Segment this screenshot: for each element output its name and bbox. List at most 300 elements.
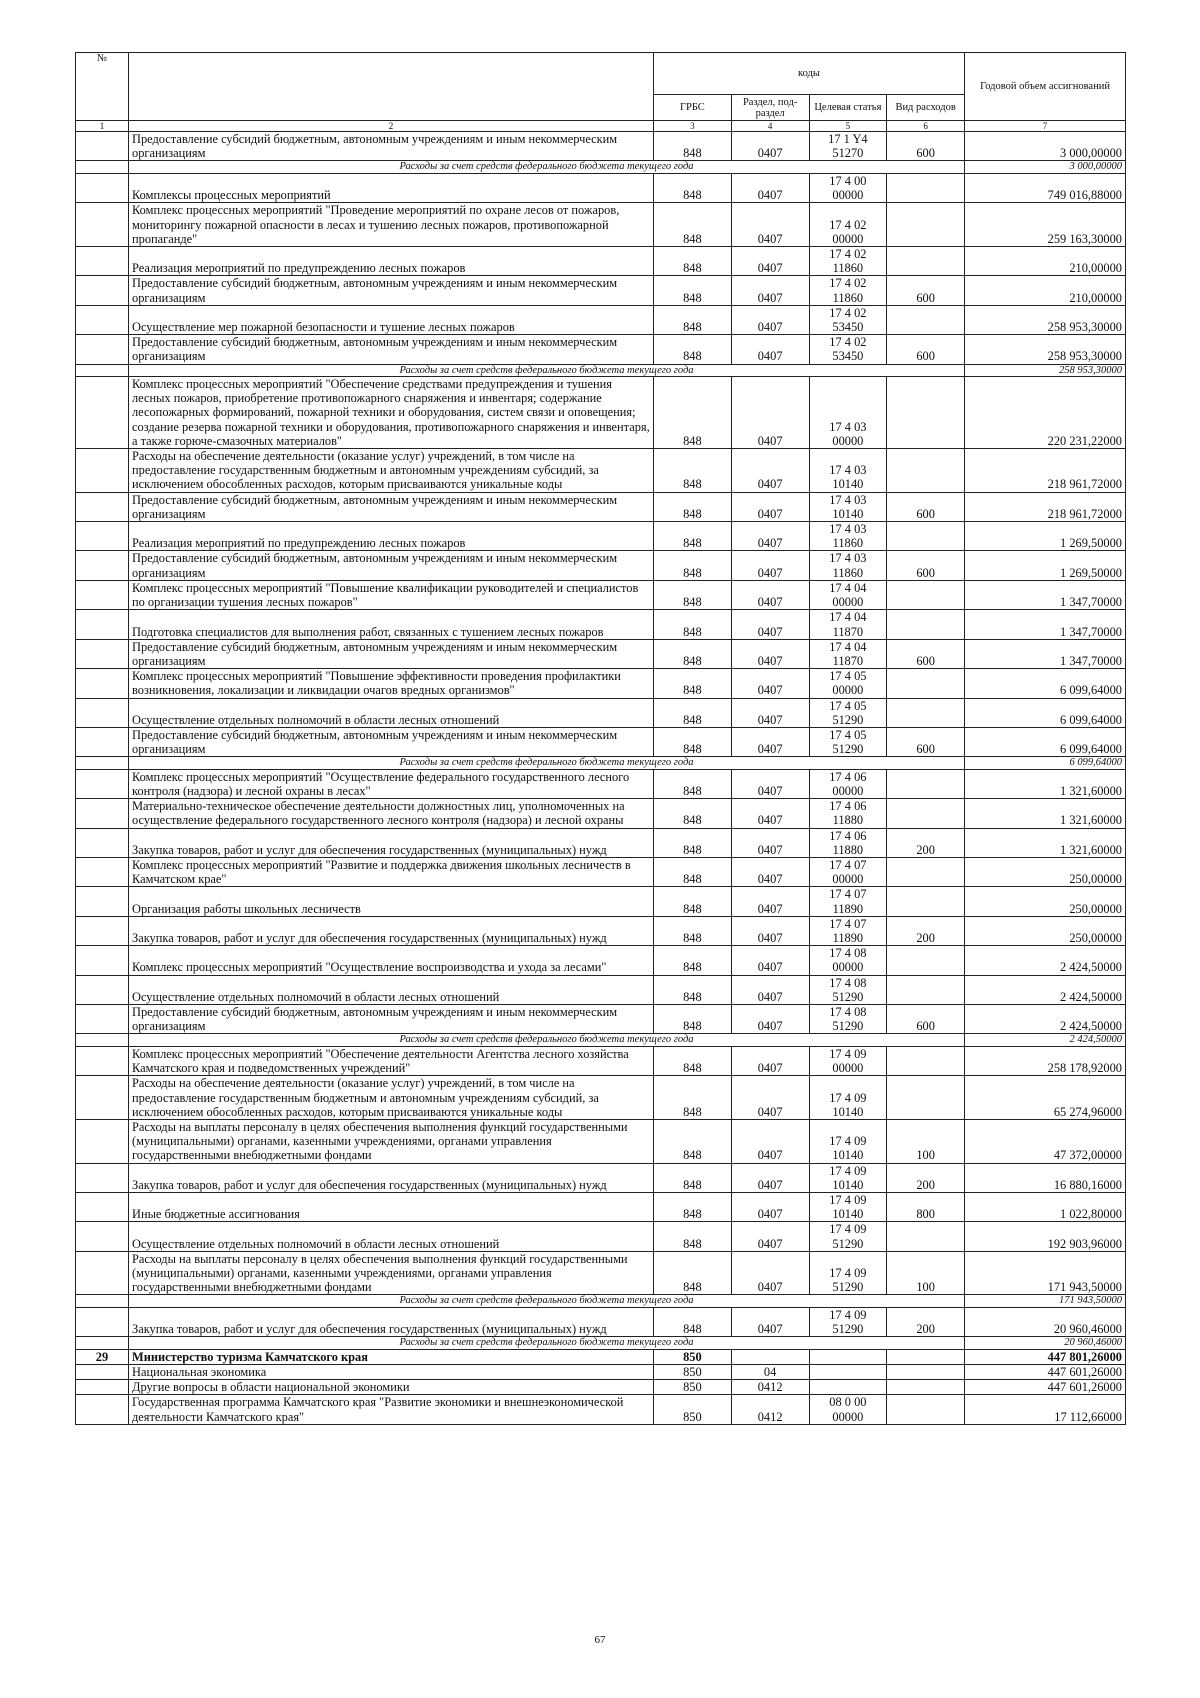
table-row	[76, 669, 1126, 698]
row-razdel: 0407	[731, 1163, 809, 1192]
row-razdel: 0407	[731, 1005, 809, 1034]
row-target-article: 17 4 06 11880	[809, 828, 887, 857]
row-grbs: 848	[654, 769, 732, 798]
row-expense-type: 600	[887, 727, 965, 756]
table-row	[76, 492, 1126, 521]
table-row	[76, 173, 1126, 202]
row-target-article	[809, 1380, 887, 1395]
row-amount: 171 943,50000	[965, 1251, 1126, 1295]
table-row	[76, 1365, 1126, 1380]
row-razdel: 0407	[731, 975, 809, 1004]
table-row	[76, 335, 1126, 364]
federal-funds-row	[76, 1337, 1126, 1350]
federal-funds-row	[76, 1034, 1126, 1047]
row-expense-type: 600	[887, 551, 965, 580]
row-expense-type: 600	[887, 335, 965, 364]
row-target-article: 17 4 08 51290	[809, 975, 887, 1004]
row-number	[76, 610, 129, 639]
row-number	[76, 698, 129, 727]
row-amount: 17 112,66000	[965, 1395, 1126, 1424]
row-razdel: 0412	[731, 1380, 809, 1395]
row-amount: 749 016,88000	[965, 173, 1126, 202]
row-amount: 192 903,96000	[965, 1222, 1126, 1251]
row-razdel: 0407	[731, 203, 809, 247]
row-grbs: 848	[654, 203, 732, 247]
row-target-article: 17 4 07 11890	[809, 916, 887, 945]
row-expense-type	[887, 858, 965, 887]
table-row	[76, 769, 1126, 798]
row-razdel: 0407	[731, 276, 809, 305]
table-row	[76, 1349, 1126, 1364]
row-expense-type	[887, 887, 965, 916]
row-expense-type	[887, 610, 965, 639]
row-amount: 3 000,00000	[965, 132, 1126, 161]
row-number	[76, 449, 129, 493]
row-name: Осуществление отдельных полномочий в области лесных отношений	[129, 1222, 654, 1251]
row-number	[76, 1251, 129, 1295]
row-target-article: 17 4 09 10140	[809, 1163, 887, 1192]
row-name: Расходы на выплаты персоналу в целях обеспечения выполнения функций государственными (муниципальными) органами, казенными учреждениями, органами управления государственными внебюджетными фондами	[129, 1251, 654, 1295]
row-number	[76, 639, 129, 668]
row-grbs: 848	[654, 173, 732, 202]
row-expense-type: 100	[887, 1120, 965, 1164]
row-expense-type	[887, 580, 965, 609]
row-grbs: 848	[654, 1005, 732, 1034]
row-number	[76, 916, 129, 945]
row-target-article: 17 4 09 10140	[809, 1120, 887, 1164]
row-amount: 6 099,64000	[965, 669, 1126, 698]
row-name: Закупка товаров, работ и услуг для обеспечения государственных (муниципальных) нужд	[129, 1163, 654, 1192]
colnum: 6	[887, 121, 965, 132]
row-razdel: 04	[731, 1365, 809, 1380]
row-grbs: 848	[654, 727, 732, 756]
federal-funds-label: Расходы за счет средств федерального бюджета текущего года	[129, 757, 965, 770]
row-number	[76, 1193, 129, 1222]
row-target-article: 17 4 02 53450	[809, 335, 887, 364]
row-amount: 3 000,00000	[965, 161, 1126, 174]
row-razdel: 0407	[731, 551, 809, 580]
table-row	[76, 610, 1126, 639]
row-razdel: 0407	[731, 639, 809, 668]
row-expense-type	[887, 698, 965, 727]
table-row	[76, 1222, 1126, 1251]
row-expense-type	[887, 1349, 965, 1364]
colnum: 4	[731, 121, 809, 132]
row-expense-type: 800	[887, 1193, 965, 1222]
row-number	[76, 669, 129, 698]
table-row	[76, 1251, 1126, 1295]
row-target-article: 17 4 02 11860	[809, 246, 887, 275]
row-razdel: 0407	[731, 946, 809, 975]
row-amount: 1 347,70000	[965, 580, 1126, 609]
table-row	[76, 946, 1126, 975]
row-name: Министерство туризма Камчатского края	[129, 1349, 654, 1364]
header-codes: коды	[654, 53, 965, 95]
row-number	[76, 335, 129, 364]
row-grbs: 848	[654, 305, 732, 334]
row-expense-type	[887, 305, 965, 334]
row-name: Расходы на обеспечение деятельности (оказание услуг) учреждений, в том числе на предоставление государственным бюджетным и автономным учреждениям субсидий, за исключением обособленных расходов, которым присваиваются уникальные коды	[129, 1076, 654, 1120]
row-number	[76, 1120, 129, 1164]
row-target-article: 17 4 06 00000	[809, 769, 887, 798]
row-razdel: 0407	[731, 335, 809, 364]
row-target-article: 17 4 03 11860	[809, 522, 887, 551]
row-grbs: 848	[654, 1307, 732, 1336]
row-amount: 258 953,30000	[965, 364, 1126, 377]
table-row	[76, 132, 1126, 161]
row-expense-type: 200	[887, 916, 965, 945]
row-grbs: 848	[654, 335, 732, 364]
row-expense-type	[887, 799, 965, 828]
row-target-article: 17 4 09 10140	[809, 1076, 887, 1120]
row-target-article: 17 4 09 00000	[809, 1046, 887, 1075]
row-amount: 1 269,50000	[965, 522, 1126, 551]
row-name: Комплекс процессных мероприятий "Осуществление воспроизводства и ухода за лесами"	[129, 946, 654, 975]
row-amount: 447 801,26000	[965, 1349, 1126, 1364]
row-expense-type	[887, 1395, 965, 1424]
row-number	[76, 580, 129, 609]
row-grbs: 848	[654, 246, 732, 275]
row-razdel: 0407	[731, 828, 809, 857]
table-row	[76, 580, 1126, 609]
row-amount: 1 347,70000	[965, 610, 1126, 639]
row-number	[76, 975, 129, 1004]
row-expense-type	[887, 173, 965, 202]
row-amount: 258 178,92000	[965, 1046, 1126, 1075]
row-name: Осуществление мер пожарной безопасности и тушение лесных пожаров	[129, 305, 654, 334]
row-amount: 171 943,50000	[965, 1295, 1126, 1308]
row-name: Реализация мероприятий по предупреждению лесных пожаров	[129, 246, 654, 275]
row-razdel: 0407	[731, 1307, 809, 1336]
row-razdel: 0407	[731, 1076, 809, 1120]
row-razdel: 0407	[731, 799, 809, 828]
row-name: Предоставление субсидий бюджетным, автономным учреждениям и иным некоммерческим организациям	[129, 335, 654, 364]
row-target-article: 17 4 03 10140	[809, 492, 887, 521]
row-target-article: 17 1 Y4 51270	[809, 132, 887, 161]
header-cs: Целевая статья	[809, 95, 887, 121]
row-grbs: 848	[654, 639, 732, 668]
row-name: Комплекс процессных мероприятий "Осуществление федерального государственного лесного контроля (надзора) и лесной охраны в лесах"	[129, 769, 654, 798]
table-row	[76, 449, 1126, 493]
row-target-article: 17 4 09 51290	[809, 1222, 887, 1251]
row-amount: 1 321,60000	[965, 828, 1126, 857]
federal-funds-row	[76, 364, 1126, 377]
row-razdel: 0407	[731, 449, 809, 493]
table-row	[76, 1005, 1126, 1034]
row-name: Реализация мероприятий по предупреждению лесных пожаров	[129, 522, 654, 551]
row-expense-type	[887, 1380, 965, 1395]
row-number: 29	[76, 1349, 129, 1364]
row-number	[76, 203, 129, 247]
row-name: Комплекс процессных мероприятий "Повышение квалификации руководителей и специалистов по организации тушения лесных пожаров"	[129, 580, 654, 609]
row-number	[76, 246, 129, 275]
row-amount: 20 960,46000	[965, 1307, 1126, 1336]
table-row	[76, 1380, 1126, 1395]
row-expense-type: 200	[887, 828, 965, 857]
federal-funds-row	[76, 1295, 1126, 1308]
table-body	[76, 132, 1126, 1425]
row-grbs: 848	[654, 946, 732, 975]
row-name: Закупка товаров, работ и услуг для обеспечения государственных (муниципальных) нужд	[129, 916, 654, 945]
row-amount: 47 372,00000	[965, 1120, 1126, 1164]
row-name: Национальная экономика	[129, 1365, 654, 1380]
row-target-article: 17 4 08 00000	[809, 946, 887, 975]
row-grbs: 848	[654, 1120, 732, 1164]
row-razdel: 0407	[731, 522, 809, 551]
federal-funds-label: Расходы за счет средств федерального бюджета текущего года	[129, 1034, 965, 1047]
federal-funds-label: Расходы за счет средств федерального бюджета текущего года	[129, 364, 965, 377]
row-expense-type	[887, 975, 965, 1004]
row-grbs: 850	[654, 1380, 732, 1395]
row-amount: 250,00000	[965, 858, 1126, 887]
row-razdel: 0407	[731, 580, 809, 609]
row-amount: 218 961,72000	[965, 449, 1126, 493]
row-target-article: 17 4 03 11860	[809, 551, 887, 580]
row-name: Предоставление субсидий бюджетным, автономным учреждениям и иным некоммерческим организациям	[129, 132, 654, 161]
row-expense-type: 200	[887, 1163, 965, 1192]
table-row	[76, 1163, 1126, 1192]
table-row	[76, 276, 1126, 305]
row-target-article: 08 0 00 00000	[809, 1395, 887, 1424]
row-amount: 210,00000	[965, 246, 1126, 275]
row-number	[76, 1395, 129, 1424]
row-razdel: 0407	[731, 727, 809, 756]
row-target-article: 17 4 09 10140	[809, 1193, 887, 1222]
row-razdel: 0407	[731, 610, 809, 639]
row-grbs: 848	[654, 276, 732, 305]
row-grbs: 848	[654, 1222, 732, 1251]
row-amount: 2 424,50000	[965, 1034, 1126, 1047]
row-name: Осуществление отдельных полномочий в области лесных отношений	[129, 698, 654, 727]
row-expense-type	[887, 203, 965, 247]
row-number	[76, 1295, 129, 1308]
row-number	[76, 377, 129, 449]
row-amount: 2 424,50000	[965, 975, 1126, 1004]
page-number: 67	[594, 1634, 606, 1646]
federal-funds-label: Расходы за счет средств федерального бюджета текущего года	[129, 1337, 965, 1350]
table-row	[76, 887, 1126, 916]
row-name: Предоставление субсидий бюджетным, автономным учреждениям и иным некоммерческим организациям	[129, 727, 654, 756]
row-amount: 16 880,16000	[965, 1163, 1126, 1192]
row-amount: 1 321,60000	[965, 769, 1126, 798]
row-amount: 20 960,46000	[965, 1337, 1126, 1350]
row-target-article: 17 4 03 10140	[809, 449, 887, 493]
row-number	[76, 887, 129, 916]
row-razdel: 0407	[731, 769, 809, 798]
row-grbs: 848	[654, 492, 732, 521]
row-grbs: 848	[654, 580, 732, 609]
row-name: Предоставление субсидий бюджетным, автономным учреждениям и иным некоммерческим организациям	[129, 639, 654, 668]
colnum: 1	[76, 121, 129, 132]
row-expense-type: 600	[887, 276, 965, 305]
row-grbs: 848	[654, 916, 732, 945]
row-grbs: 850	[654, 1365, 732, 1380]
table-row	[76, 727, 1126, 756]
table-row	[76, 305, 1126, 334]
row-grbs: 848	[654, 887, 732, 916]
row-number	[76, 946, 129, 975]
row-expense-type: 600	[887, 492, 965, 521]
row-grbs: 848	[654, 975, 732, 1004]
row-expense-type	[887, 522, 965, 551]
colnum: 5	[809, 121, 887, 132]
row-grbs: 848	[654, 858, 732, 887]
header-vr: Вид расходов	[887, 95, 965, 121]
row-expense-type: 600	[887, 639, 965, 668]
budget-table-sheet	[75, 52, 1126, 1425]
row-grbs: 848	[654, 132, 732, 161]
row-target-article	[809, 1349, 887, 1364]
row-grbs: 848	[654, 1076, 732, 1120]
row-amount: 2 424,50000	[965, 1005, 1126, 1034]
row-name: Организация работы школьных лесничеств	[129, 887, 654, 916]
table-row	[76, 1307, 1126, 1336]
row-number	[76, 1034, 129, 1047]
row-target-article: 17 4 07 11890	[809, 887, 887, 916]
row-razdel: 0407	[731, 1193, 809, 1222]
row-number	[76, 799, 129, 828]
row-target-article: 17 4 09 51290	[809, 1251, 887, 1295]
header-num: №	[76, 53, 129, 121]
row-grbs: 848	[654, 377, 732, 449]
row-expense-type	[887, 1046, 965, 1075]
row-name: Комплекс процессных мероприятий "Проведение мероприятий по охране лесов от пожаров, мониторингу пожарной опасности в лесах и тушению лесных пожаров, противопожарной пропаганде"	[129, 203, 654, 247]
row-grbs: 848	[654, 1251, 732, 1295]
row-amount: 1 269,50000	[965, 551, 1126, 580]
row-target-article: 17 4 00 00000	[809, 173, 887, 202]
row-name: Комплекс процессных мероприятий "Повышение эффективности проведения профилактики возникновения, локализации и ликвидации очагов вредных организмов"	[129, 669, 654, 698]
header-razdel: Раздел, под-раздел	[731, 95, 809, 121]
row-number	[76, 522, 129, 551]
row-expense-type	[887, 1365, 965, 1380]
row-amount: 258 953,30000	[965, 335, 1126, 364]
table-row	[76, 916, 1126, 945]
row-target-article: 17 4 02 00000	[809, 203, 887, 247]
row-number	[76, 769, 129, 798]
row-name: Закупка товаров, работ и услуг для обеспечения государственных (муниципальных) нужд	[129, 1307, 654, 1336]
row-amount: 6 099,64000	[965, 727, 1126, 756]
row-amount: 6 099,64000	[965, 698, 1126, 727]
row-name: Предоставление субсидий бюджетным, автономным учреждениям и иным некоммерческим организациям	[129, 276, 654, 305]
table-row	[76, 858, 1126, 887]
row-expense-type	[887, 246, 965, 275]
table-row	[76, 551, 1126, 580]
row-grbs: 848	[654, 610, 732, 639]
row-expense-type: 100	[887, 1251, 965, 1295]
row-target-article: 17 4 04 00000	[809, 580, 887, 609]
row-amount: 258 953,30000	[965, 305, 1126, 334]
row-amount: 1 321,60000	[965, 799, 1126, 828]
row-amount: 250,00000	[965, 887, 1126, 916]
row-amount: 1 347,70000	[965, 639, 1126, 668]
row-number	[76, 1005, 129, 1034]
row-name: Предоставление субсидий бюджетным, автономным учреждениям и иным некоммерческим организациям	[129, 492, 654, 521]
row-razdel: 0407	[731, 1120, 809, 1164]
row-grbs: 848	[654, 449, 732, 493]
table-row	[76, 828, 1126, 857]
row-grbs: 848	[654, 1193, 732, 1222]
row-name: Материально-техническое обеспечение деятельности должностных лиц, уполномоченных на осуществление федерального государственного лесного контроля (надзора) и лесной охраны	[129, 799, 654, 828]
row-number	[76, 1307, 129, 1336]
row-target-article: 17 4 06 11880	[809, 799, 887, 828]
table-row	[76, 1120, 1126, 1164]
row-name: Подготовка специалистов для выполнения работ, связанных с тушением лесных пожаров	[129, 610, 654, 639]
row-amount: 1 022,80000	[965, 1193, 1126, 1222]
table-row	[76, 1076, 1126, 1120]
row-grbs: 848	[654, 669, 732, 698]
row-razdel: 0407	[731, 1046, 809, 1075]
row-target-article: 17 4 04 11870	[809, 610, 887, 639]
row-grbs: 848	[654, 551, 732, 580]
row-razdel: 0412	[731, 1395, 809, 1424]
row-amount: 447 601,26000	[965, 1365, 1126, 1380]
federal-funds-label: Расходы за счет средств федерального бюджета текущего года	[129, 1295, 965, 1308]
table-row	[76, 522, 1126, 551]
row-expense-type: 600	[887, 1005, 965, 1034]
row-target-article: 17 4 03 00000	[809, 377, 887, 449]
federal-funds-row	[76, 161, 1126, 174]
row-grbs: 848	[654, 799, 732, 828]
row-target-article: 17 4 08 51290	[809, 1005, 887, 1034]
row-grbs: 848	[654, 522, 732, 551]
row-amount: 65 274,96000	[965, 1076, 1126, 1120]
row-name: Предоставление субсидий бюджетным, автономным учреждениям и иным некоммерческим организациям	[129, 551, 654, 580]
table-header	[76, 53, 1126, 132]
row-razdel: 0407	[731, 246, 809, 275]
row-target-article: 17 4 05 00000	[809, 669, 887, 698]
row-number	[76, 828, 129, 857]
row-target-article	[809, 1365, 887, 1380]
table-row	[76, 1046, 1126, 1075]
row-number	[76, 551, 129, 580]
row-number	[76, 1380, 129, 1395]
row-amount: 218 961,72000	[965, 492, 1126, 521]
row-number	[76, 1365, 129, 1380]
row-number	[76, 364, 129, 377]
row-expense-type	[887, 377, 965, 449]
row-expense-type	[887, 1076, 965, 1120]
row-grbs: 848	[654, 1046, 732, 1075]
row-name: Иные бюджетные ассигнования	[129, 1193, 654, 1222]
row-target-article: 17 4 02 11860	[809, 276, 887, 305]
colnum: 7	[965, 121, 1126, 132]
row-amount: 447 601,26000	[965, 1380, 1126, 1395]
header-sum: Годовой объем ассигнований	[965, 53, 1126, 121]
colnum: 2	[129, 121, 654, 132]
row-name: Государственная программа Камчатского края "Развитие экономики и внешнеэкономической деятельности Камчатского края"	[129, 1395, 654, 1424]
row-number	[76, 173, 129, 202]
table-row	[76, 975, 1126, 1004]
header-column-numbers	[76, 121, 1126, 132]
row-target-article: 17 4 04 11870	[809, 639, 887, 668]
row-name: Комплекс процессных мероприятий "Развитие и поддержка движения школьных лесничеств в Камчатском крае"	[129, 858, 654, 887]
row-razdel: 0407	[731, 377, 809, 449]
row-razdel	[731, 1349, 809, 1364]
row-amount: 6 099,64000	[965, 757, 1126, 770]
row-target-article: 17 4 07 00000	[809, 858, 887, 887]
row-expense-type	[887, 669, 965, 698]
row-number	[76, 1337, 129, 1350]
row-number	[76, 727, 129, 756]
row-razdel: 0407	[731, 916, 809, 945]
row-number	[76, 305, 129, 334]
row-number	[76, 1163, 129, 1192]
header-grbs: ГРБС	[654, 95, 732, 121]
row-name: Другие вопросы в области национальной экономики	[129, 1380, 654, 1395]
table-row	[76, 1193, 1126, 1222]
budget-table	[75, 52, 1126, 1425]
row-expense-type: 600	[887, 132, 965, 161]
